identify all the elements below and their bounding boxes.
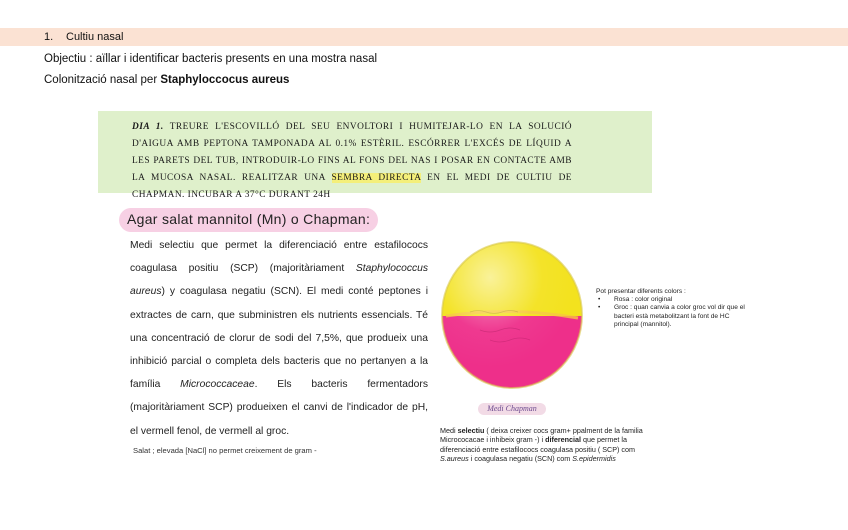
agar-italic-family: Micrococcaceae — [180, 379, 255, 391]
section-header-band — [0, 28, 848, 46]
chapman-plate-image — [440, 240, 584, 390]
procedure-highlight: SEMBRA DIRECTA — [331, 173, 421, 183]
color-notes-list — [596, 296, 746, 329]
section-title: Cultiu nasal — [66, 31, 124, 43]
agar-text-part3: . Els bacteris fermentadors (majoritàriament SCP) produeixen el canvi de l'indicador de pH, el vermell fenol, de vermell al groc. — [130, 379, 428, 437]
medium-text-part4: i coagulasa negatiu (SCN) com — [468, 454, 573, 464]
color-notes — [596, 288, 746, 329]
agar-italic-species: Staphylococcus aureus — [130, 263, 428, 298]
medium-bold-selective: selectiu — [457, 426, 485, 435]
objective-line: Objectiu : aïllar i identificar bacteris presents en una mostra nasal — [44, 53, 378, 65]
color-notes-title: Pot presentar diferents colors : — [596, 288, 686, 295]
medium-text-part1: Medi — [440, 426, 458, 435]
medium-italic-epidermidis: S.epidermidis — [572, 454, 616, 464]
medium-italic-aureus: S.aureus — [440, 454, 469, 464]
color-note-item: • Groc : quan canvia a color groc vol dir que el bacteri està metabolitzant la font de HC principal (mannitol). — [596, 304, 746, 329]
medium-description — [440, 426, 652, 464]
day-label: DIA 1. — [132, 122, 164, 132]
medium-text-part3: que permet la diferenciació entre estafilococs coagulasa positiu ( SCP) com — [440, 435, 635, 454]
plate-caption: Medi Chapman — [478, 403, 546, 415]
organism-name: Staphyloccocus aureus — [160, 74, 290, 86]
agar-description — [130, 234, 428, 443]
agar-heading-text: Agar salat mannitol (Mn) o Chapman: — [127, 211, 371, 227]
section-number: 1. — [44, 31, 54, 43]
salt-note: Salat ; elevada [NaCl] no permet creixement de gram - — [133, 446, 317, 455]
procedure-text — [132, 119, 572, 204]
procedure-text-part2: EN EL MEDI DE CULTIU DE CHAPMAN. INCUBAR A 37°C DURANT 24H — [132, 173, 572, 200]
medium-bold-differential: diferencial — [545, 435, 582, 445]
color-note-item: • Rosa : color original — [596, 296, 746, 304]
agar-text-part2: ) y coagulasa negatiu (SCN). El medi conté peptones i extractes de carn, que subministren els nutrients essencials. Té una concentració de clorur de sodi del 7,5%, que produeix una inhibició parcial o completa dels bacteris que no pertanyen a la família — [130, 286, 428, 391]
colonization-line — [44, 74, 289, 86]
agar-heading — [119, 208, 378, 232]
medium-text-part2: ( deixa creixer cocs gram+ ppalment de la familia Micrococacae i inhibeix gram -) i — [440, 426, 643, 445]
agar-text-part1: Medi selectiu que permet la diferenciació entre estafilococs coagulasa positiu (SCP) (majoritàriament — [130, 240, 428, 275]
colonization-prefix: Colonització nasal per — [44, 74, 161, 86]
procedure-text-part1: TREURE L'ESCOVILLÓ DEL SEU ENVOLTORI I HUMITEJAR-LO EN LA SOLUCIÓ D'AIGUA AMB PEPTONA TAMPONADA AL 0.1% ESTÈRIL. ESCÓRRER L'EXCÉS DE LÍQUID A LES PARETS DEL TUB, INTRODUIR-LO FINS AL FONS DEL NAS I POSAR EN CONTACTE AMB LA MUCOSA NASAL. REALITZAR UNA — [132, 122, 573, 183]
